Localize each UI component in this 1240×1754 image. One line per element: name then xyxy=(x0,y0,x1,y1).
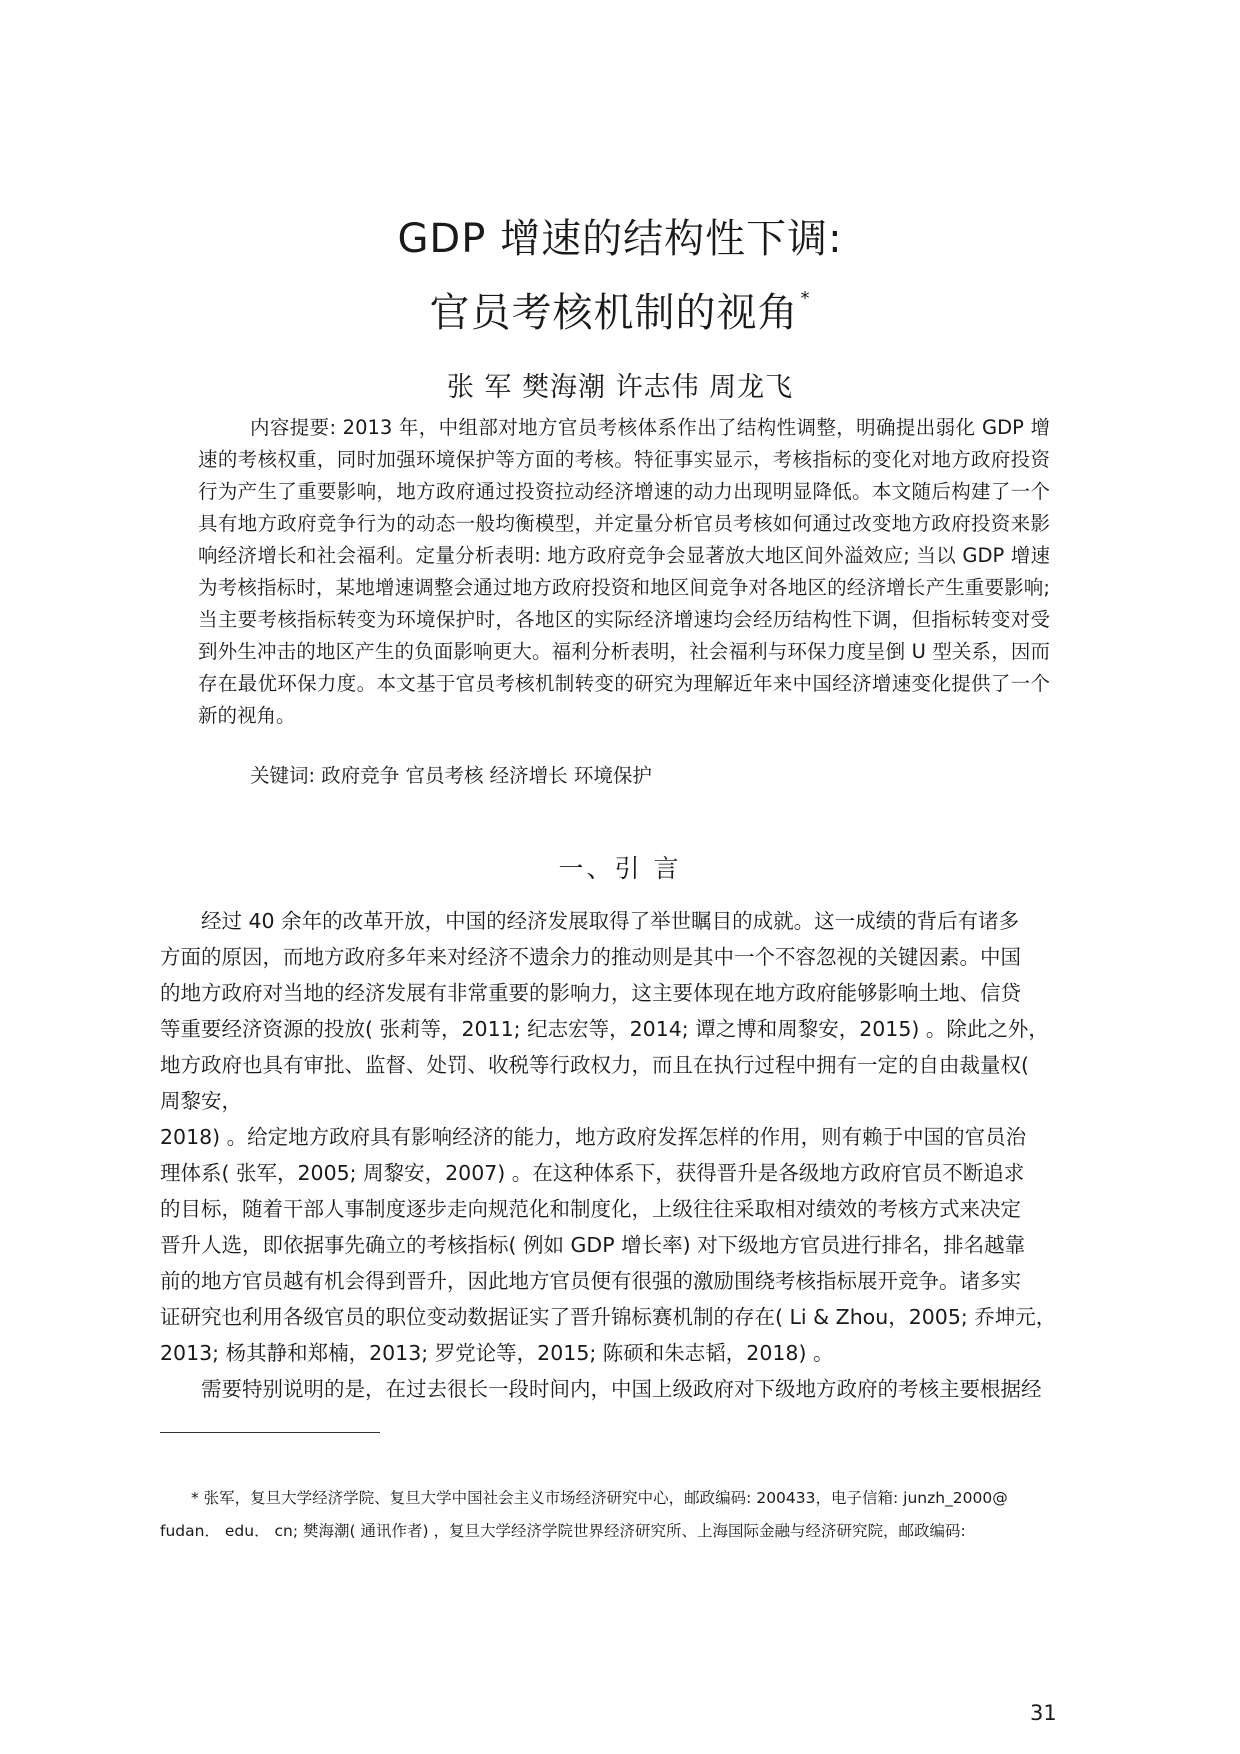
title-text-1: GDP 增速的结构性下调: xyxy=(397,216,843,262)
body-line: 的目标，随着干部人事制度逐步走向规范化和制度化，上级往往采取相对绩效的考核方式来决定 xyxy=(160,1197,1021,1221)
body-line: 证研究也利用各级官员的职位变动数据证实了晋升锦标赛机制的存在( Li & Zhou，2005; 乔坤元， xyxy=(160,1305,1057,1329)
body-line: 晋升人选，即依据事先确立的考核指标( 例如 GDP 增长率) 对下级地方官员进行排名，排名越靠 xyxy=(160,1233,1026,1257)
author-list: 张 军 樊海潮 许志伟 周龙飞 xyxy=(446,372,794,403)
keywords: 关键词: 政府竞争 官员考核 经济增长 环境保护 xyxy=(250,764,652,787)
body-line: 前的地方官员越有机会得到晋升，因此地方官员便有很强的激励围绕考核指标展开竞争。诸多实 xyxy=(160,1269,1021,1293)
body-line: 周黎安， xyxy=(160,1089,242,1113)
footnote-line-1: * 张军，复旦大学经济学院、复旦大学中国社会主义市场经济研究中心，邮政编码: 200433，电子信箱: junzh_2000@ xyxy=(160,1489,1008,1507)
body-line: 2018) 。给定地方政府具有影响经济的能力，地方政府发挥怎样的作用，则有赖于中国的官员治 xyxy=(160,1125,1027,1149)
footnote-line-2: fudan． edu． cn; 樊海潮( 通讯作者) ，复旦大学经济学院世界经济研究所、上海国际金融与经济研究院，邮政编码: xyxy=(160,1522,966,1540)
body-line: 经过 40 余年的改革开放，中国的经济发展取得了举世瞩目的成就。这一成绩的背后有诸多 xyxy=(160,909,1020,933)
footnote-divider xyxy=(160,1432,380,1433)
page-number: 31 xyxy=(1030,1701,1057,1725)
body-line: 等重要经济资源的投放( 张莉等，2011; 纪志宏等，2014; 谭之博和周黎安，2015) 。除此之外， xyxy=(160,1017,1049,1041)
body-line: 需要特别说明的是，在过去很长一段时间内，中国上级政府对下级地方政府的考核主要根据经 xyxy=(160,1377,1042,1401)
body-line: 地方政府也具有审批、监督、处罚、收税等行政权力，而且在执行过程中拥有一定的自由裁量权( xyxy=(160,1053,1029,1077)
body-line: 理体系( 张军，2005; 周黎安，2007) 。在这种体系下，获得晋升是各级地方政府官员不断追求 xyxy=(160,1161,1025,1185)
footnote-marker[interactable]: * xyxy=(800,288,811,309)
paper-title-line-1 xyxy=(0,215,1240,263)
title-text-2: 官员考核机制的视角 xyxy=(429,290,799,336)
body-line: 2013; 杨其静和郑楠，2013; 罗党论等，2015; 陈硕和朱志韬，2018) 。 xyxy=(160,1341,834,1365)
body-line: 的地方政府对当地的经济发展有非常重要的影响力，这主要体现在地方政府能够影响土地、信贷 xyxy=(160,981,1021,1005)
paper-title-line-2 xyxy=(0,275,1240,337)
section-heading: 一、引 言 xyxy=(558,854,682,883)
body-line: 方面的原因，而地方政府多年来对经济不遗余力的推动则是其中一个不容忽视的关键因素。中国 xyxy=(160,945,1021,969)
abstract: 内容提要: 2013 年，中组部对地方官员考核体系作出了结构性调整，明确提出弱化 GDP 增速的考核权重，同时加强环境保护等方面的考核。特征事实显示，考核指标的变化对地方政府投资行为产生了重要影响，地方政府通过投资拉动经济增速的动力出现明显降低。本文随后构建了一个具有地方政府竞争行为的动态一般均衡模型，并定量分析官员考核如何通过改变地方政府投资来影响经济增长和社会福利。定量分析表明: 地方政府竞争会显著放大地区间外溢效应; 当以 GDP 增速为考核指标时，某地增速调整会通过地方政府投资和地区间竞争对各地区的经济增长产生重要影响; 当主要考核指标转变为环境保护时，各地区的实际经济增速均会经历结构性下调，但指标转变对受到外生冲击的地区产生的负面影响更大。福利分析表明，社会福利与环保力度呈倒 U 型关系，因而存在最优环保力度。本文基于官员考核机制转变的研究为理解近年来中国经济增速变化提供了一个新的视角。 xyxy=(198,416,1050,727)
